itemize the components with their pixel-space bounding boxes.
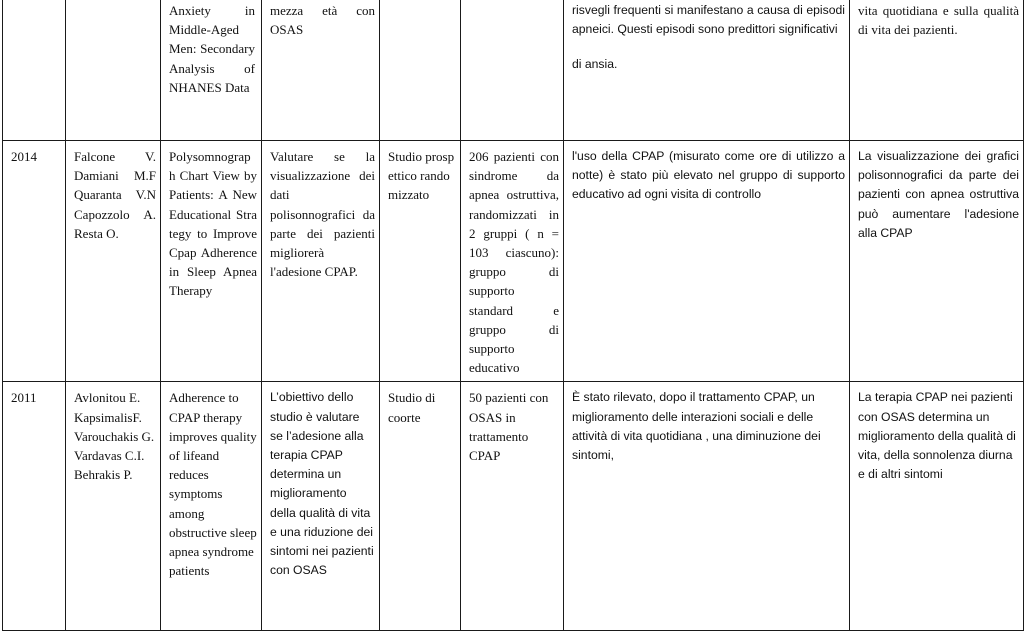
cell-conclusions <box>850 382 1024 631</box>
study-year: 2014 <box>11 149 37 164</box>
study-conclusions: vita quotidiana e sulla qualità di vita dei pazienti. <box>858 3 1019 38</box>
cell-conclusions <box>850 0 1024 141</box>
study-results: l'uso della CPAP (misurato come ore di utilizzo a notte) è stato più elevato nel gruppo di supporto educativo ad ogni visita di controllo <box>572 149 845 202</box>
study-title: Polysomnograph Chart View by Patients: A New Educational Strategy to Improve Cpap Adherence in Sleep Apnea Therapy <box>169 149 257 299</box>
cell-design <box>380 0 461 141</box>
table-row <box>3 0 1024 141</box>
cell-sample <box>461 382 564 631</box>
cell-title <box>161 382 262 631</box>
study-results: risvegli frequenti si manifestano a causa di episodi apneici. Questi episodi sono predittori significativi <box>572 3 845 37</box>
cell-year <box>3 141 66 382</box>
cell-sample <box>461 141 564 382</box>
study-conclusions: La terapia CPAP nei pazienti con OSAS determina un miglioramento della qualità di vita, della sonnolenza diurna e di altri sintomi <box>858 390 1016 482</box>
study-sample: 206 pazienti con sindrome da apnea ostruttiva, randomizzati in 2 gruppi ( n = 103 ciascuno): gruppo di supporto standard e gruppo di supporto educativo <box>469 149 559 376</box>
cell-authors <box>66 0 161 141</box>
cell-sample <box>461 0 564 141</box>
study-title: Adherence to CPAP therapy improves quality of lifeand reduces symptoms among obstructive sleep apnea syndrome patients <box>169 390 257 579</box>
cell-design <box>380 141 461 382</box>
table-row <box>3 382 1024 631</box>
study-design: Studio prospettico randomizzato <box>388 149 455 203</box>
cell-year <box>3 382 66 631</box>
literature-review-table <box>2 0 1024 631</box>
cell-year <box>3 0 66 141</box>
cell-objective <box>262 0 380 141</box>
study-design: Studio di coorte <box>388 390 436 425</box>
study-objective: L’obiettivo dello studio è valutare se l’adesione alla terapia CPAP determina un miglioramento della qualità di vita e una riduzione dei sintomi nei pazienti con OSAS <box>270 390 374 578</box>
study-authors: Avlonitou E. KapsimalisF. Varouchakis G. Vardavas C.I. Behrakis P. <box>74 390 155 483</box>
cell-title <box>161 141 262 382</box>
study-authors: Falcone V. Damiani M.F Quaranta V.N Capozzolo A. Resta O. <box>74 149 156 241</box>
study-conclusions: La visualizzazione dei grafici polisonnografici da parte dei pazienti con apnea ostruttiva può aumentare l'adesione alla CPAP <box>858 149 1019 240</box>
cell-title <box>161 0 262 141</box>
cell-authors <box>66 141 161 382</box>
cell-objective <box>262 141 380 382</box>
study-objective: mezza età con OSAS <box>270 3 375 38</box>
cell-results <box>564 382 850 631</box>
cell-design <box>380 382 461 631</box>
study-results: È stato rilevato, dopo il trattamento CPAP, un miglioramento delle interazioni sociali e delle attività di vita quotidiana , una diminuzione dei sintomi, <box>572 390 821 463</box>
table-row <box>3 141 1024 382</box>
study-results-continued: di ansia. <box>572 57 618 72</box>
cell-results <box>564 141 850 382</box>
cell-results <box>564 0 850 141</box>
study-sample: 50 pazienti con OSAS in trattamento CPAP <box>469 390 549 464</box>
cell-conclusions <box>850 141 1024 382</box>
study-objective: Valutare se la visualizzazione dei dati polisonnografici da parte dei pazienti migliorerà l'adesione CPAP. <box>270 149 375 280</box>
study-year: 2011 <box>11 390 37 406</box>
cell-authors <box>66 382 161 631</box>
cell-objective <box>262 382 380 631</box>
study-title: Anxiety in Middle-Aged Men: Secondary Analysis of NHANES Data <box>169 3 255 95</box>
